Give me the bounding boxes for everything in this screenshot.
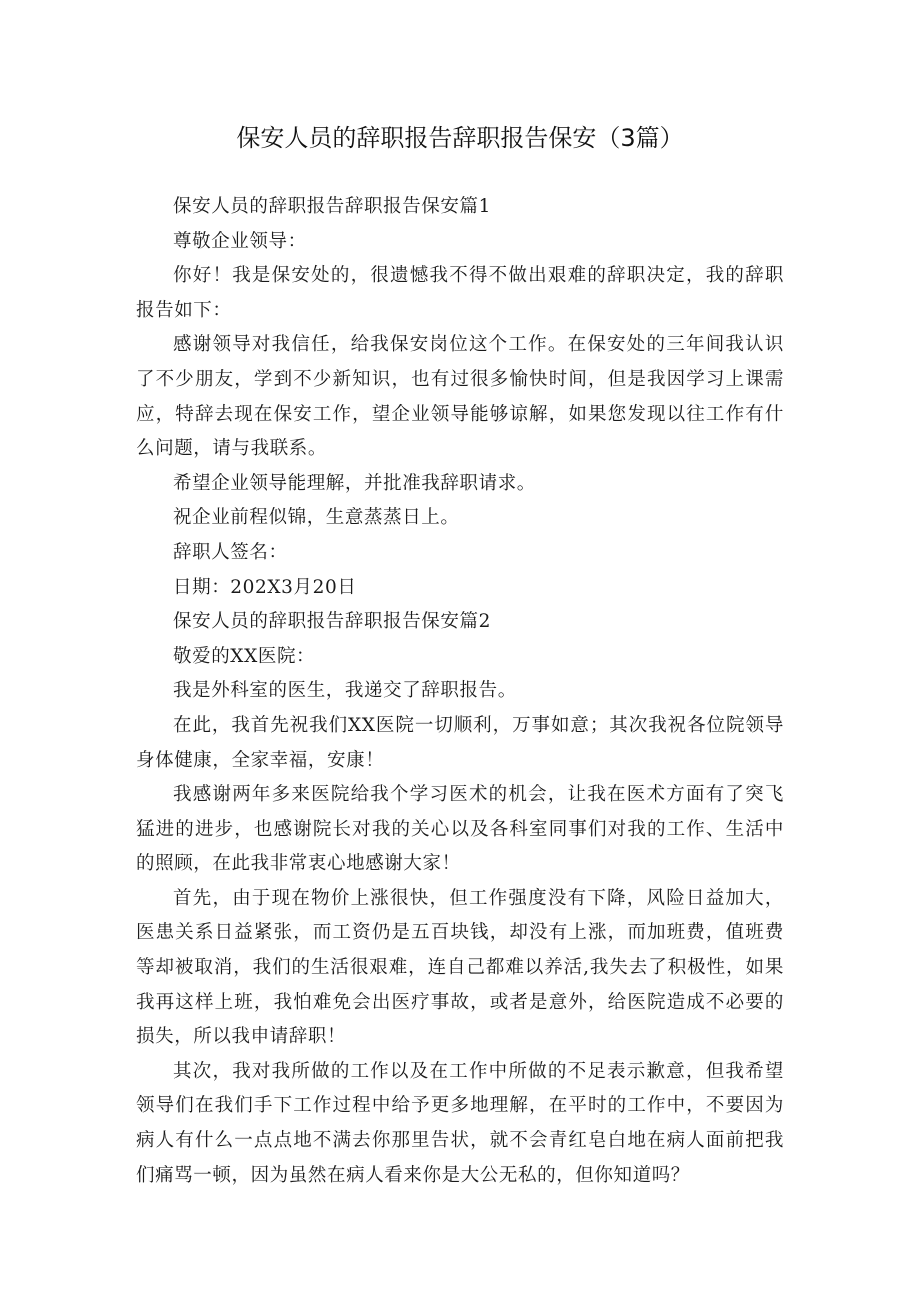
paragraph: 首先，由于现在物价上涨很快，但工作强度没有下降，风险日益加大，医患关系日益紧张，而工资仍是五百块钱，却没有上涨，而加班费，值班费等却被取消，我们的生活很艰难，连自己都难以养活,我失去了积极性，如果我再这样上班，我怕难免会出医疗事故，或者是意外，给医院造成不必要的损失，所以我申请辞职！ — [136, 887, 784, 1048]
paragraph: 感谢领导对我信任，给我保安岗位这个工作。在保安处的三年间我认识了不少朋友，学到不少新知识，也有过很多愉快时间，但是我因学习上课需应，特辞去现在保安工作，望企业领导能够谅解，如果您发现以往工作有什么问题，请与我联系。 — [136, 334, 784, 460]
document-body — [136, 190, 784, 1193]
paragraph: 其次，我对我所做的工作以及在工作中所做的不足表示歉意，但我希望领导们在我们手下工作过程中给予更多地理解，在平时的工作中，不要因为病人有什么一点点地不满去你那里告状，就不会青红皂白地在病人面前把我们痛骂一顿，因为虽然在病人看来你是大公无私的，但你知道吗？ — [136, 1060, 784, 1186]
document-title: 保安人员的辞职报告辞职报告保安（3篇） — [236, 124, 684, 152]
paragraph: 我感谢两年多来医院给我个学习医术的机会，让我在医术方面有了突飞猛进的进步，也感谢院长对我的关心以及各科室同事们对我的工作、生活中的照顾，在此我非常衷心地感谢大家！ — [136, 784, 784, 875]
paragraph: 你好！我是保安处的，很遗憾我不得不做出艰难的辞职决定，我的辞职报告如下： — [136, 265, 784, 321]
paragraph: 祝企业前程似锦，生意蒸蒸日上。 — [173, 507, 460, 529]
paragraph: 尊敬企业领导： — [173, 230, 307, 252]
paragraph: 保安人员的辞职报告辞职报告保安篇1 — [173, 196, 491, 217]
paragraph: 我是外科室的医生，我递交了辞职报告。 — [173, 680, 517, 702]
paragraph: 保安人员的辞职报告辞职报告保安篇2 — [173, 611, 491, 633]
paragraph: 在此，我首先祝我们XX医院一切顺利，万事如意；其次我祝各位院领导身体健康，全家幸福，安康！ — [136, 714, 784, 771]
paragraph: 辞职人签名： — [173, 541, 288, 563]
paragraph: 日期：202X3月20日 — [173, 576, 357, 598]
paragraph: 敬爱的XX医院： — [173, 645, 316, 667]
paragraph: 希望企业领导能理解，并批准我辞职请求。 — [173, 472, 536, 494]
